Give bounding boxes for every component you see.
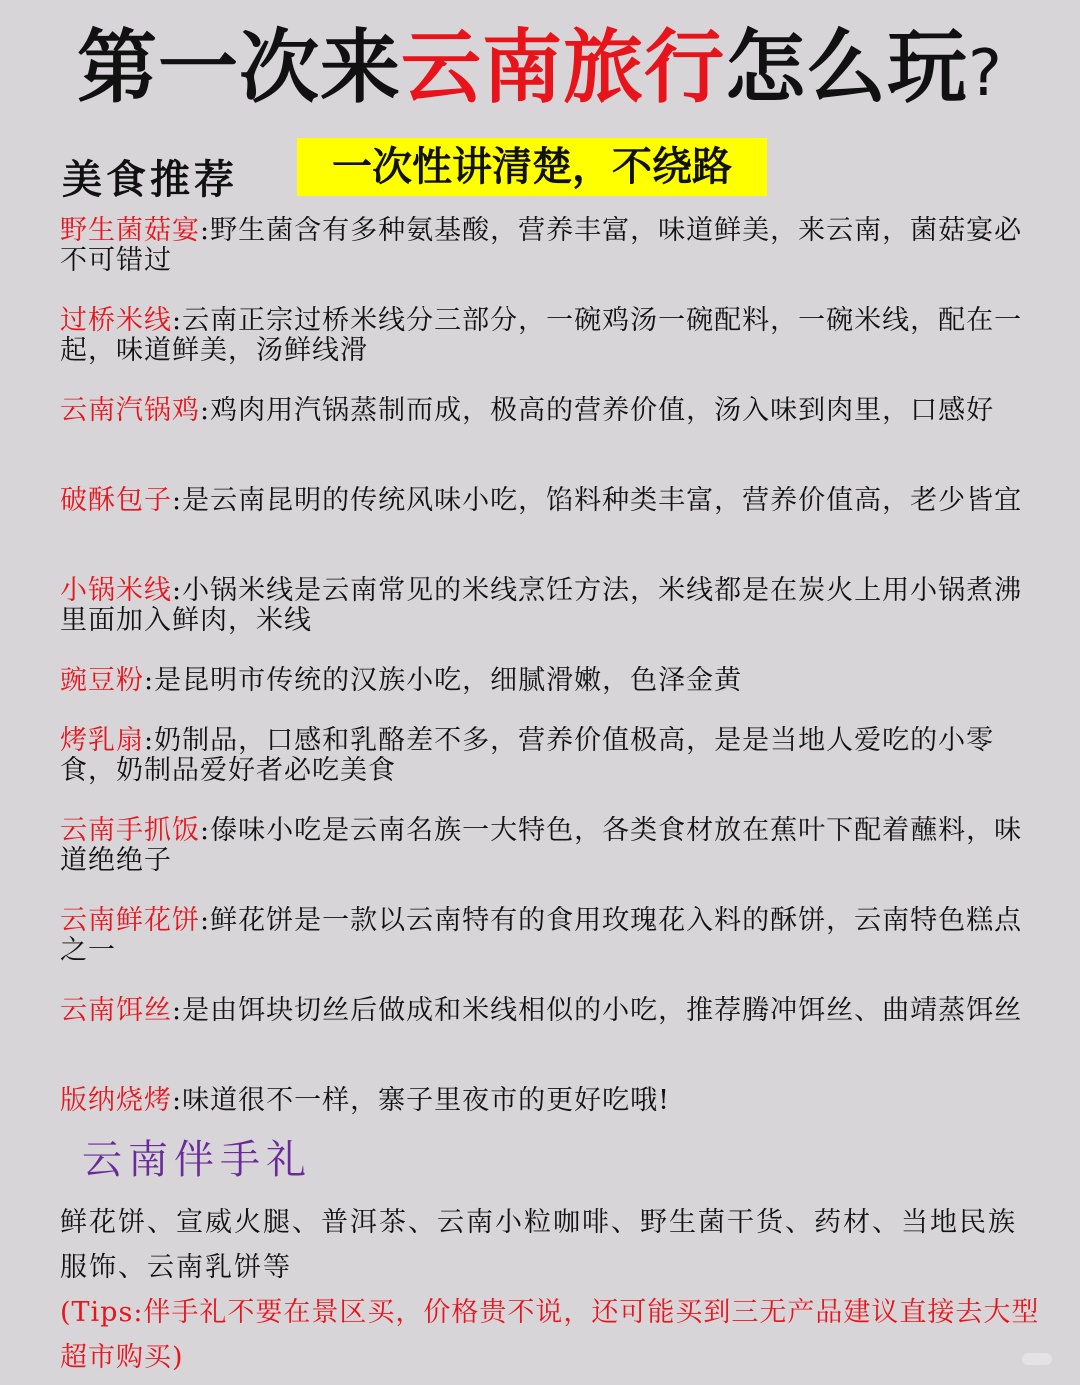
food-item-desc: :小锅米线是云南常见的米线烹饪方法，米线都是在炭火上用小锅煮沸里面加入鲜肉，米线 — [60, 576, 1023, 636]
food-item-name: 小锅米线 — [60, 576, 172, 606]
food-item-name: 云南汽锅鸡 — [60, 396, 200, 426]
food-item-desc: :是昆明市传统的汉族小吃，细腻滑嫩，色泽金黄 — [144, 666, 743, 696]
title-part-2: 云南旅行 — [401, 21, 726, 114]
tips-text: (Tips:伴手礼不要在景区买，价格贵不说，还可能买到三无产品建议直接去大型超市购买) — [60, 1297, 1040, 1373]
food-item-desc: :是由饵块切丝后做成和米线相似的小吃，推荐腾冲饵丝、曲靖蒸饵丝 — [172, 996, 1023, 1026]
food-item — [60, 816, 1035, 906]
food-item-desc: :傣味小吃是云南名族一大特色，各类食材放在蕉叶下配着蘸料，味道绝绝子 — [60, 816, 1023, 876]
food-item — [60, 306, 1035, 396]
food-item — [60, 996, 1035, 1086]
food-item — [60, 576, 1035, 666]
food-item-name: 破酥包子 — [60, 486, 172, 516]
food-item-name: 野生菌菇宴 — [60, 216, 200, 246]
food-item — [60, 666, 1035, 726]
food-item-name: 云南鲜花饼 — [60, 906, 200, 936]
watermark-badge — [1022, 1353, 1052, 1365]
highlight-banner: 一次性讲清楚，不绕路 — [297, 138, 767, 196]
title-question-mark: ? — [968, 37, 1003, 111]
title-part-1: 第一次来 — [77, 21, 402, 114]
food-item-name: 豌豆粉 — [60, 666, 144, 696]
food-item-desc: :野生菌含有多种氨基酸，营养丰富，味道鲜美，来云南，菌菇宴必不可错过 — [60, 216, 1023, 276]
food-item — [60, 396, 1035, 486]
food-item — [60, 216, 1035, 306]
food-list — [60, 216, 1035, 1146]
food-item-name: 烤乳扇 — [60, 726, 144, 756]
title-part-3: 怎么玩 — [725, 21, 969, 114]
food-item — [60, 486, 1035, 576]
food-item-desc: :是云南昆明的传统风味小吃，馅料种类丰富，营养价值高，老少皆宜 — [172, 486, 1023, 516]
food-item-desc: :味道很不一样，寨子里夜市的更好吃哦! — [172, 1086, 670, 1116]
food-item-name: 云南饵丝 — [60, 996, 172, 1026]
gift-list-text: 鲜花饼、宣威火腿、普洱茶、云南小粒咖啡、野生菌干货、药材、当地民族服饰、云南乳饼等 — [60, 1207, 1017, 1283]
food-item-desc: :鸡肉用汽锅蒸制而成，极高的营养价值，汤入味到肉里，口感好 — [200, 396, 995, 426]
food-item-name: 过桥米线 — [60, 306, 172, 336]
food-item — [60, 906, 1035, 996]
food-item-name: 云南手抓饭 — [60, 816, 200, 846]
food-item-desc: :鲜花饼是一款以云南特有的食用玫瑰花入料的酥饼，云南特色糕点之一 — [60, 906, 1023, 966]
page-title — [0, 18, 1080, 124]
food-item-desc: :云南正宗过桥米线分三部分，一碗鸡汤一碗配料，一碗米线，配在一起，味道鲜美，汤鲜线滑 — [60, 306, 1023, 366]
gift-section-heading: 云南伴手礼 — [82, 1137, 312, 1183]
food-item-name: 版纳烧烤 — [60, 1086, 172, 1116]
food-item — [60, 726, 1035, 816]
food-item-desc: :奶制品，口感和乳酪差不多，营养价值极高，是是当地人爱吃的小零食，奶制品爱好者必吃美食 — [60, 726, 995, 786]
food-section-heading: 美食推荐 — [62, 156, 238, 203]
